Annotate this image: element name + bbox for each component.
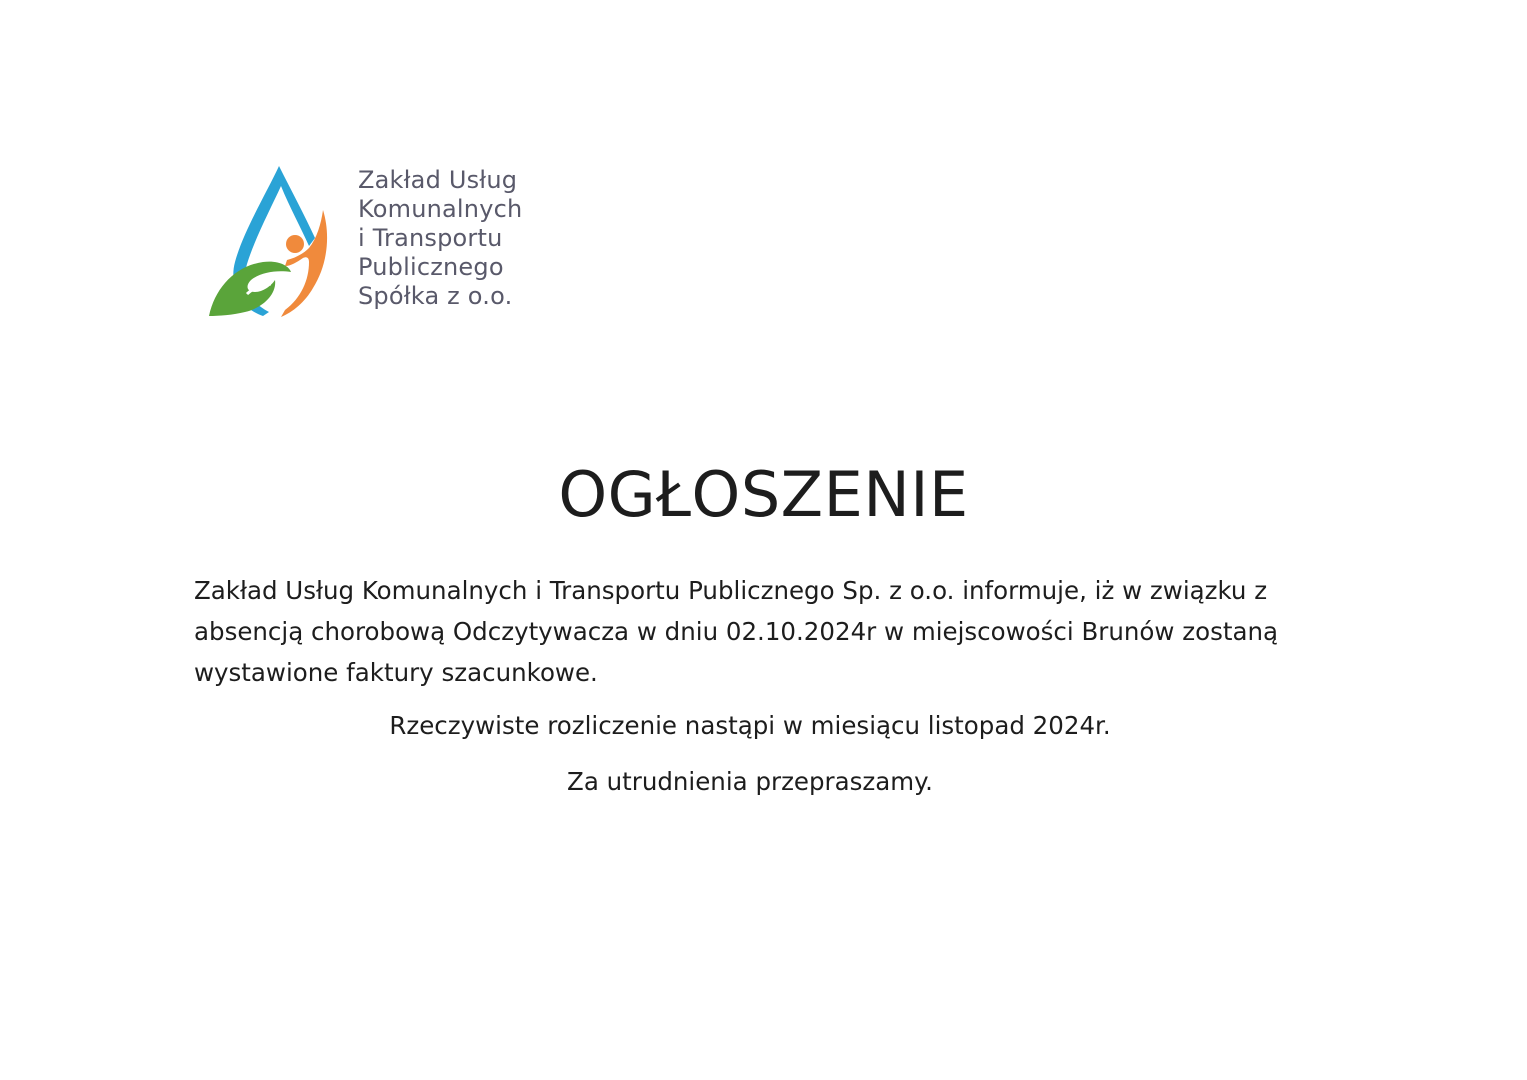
logo-line: i Transportu xyxy=(358,224,503,252)
announcement-title: OGŁOSZENIE xyxy=(558,458,969,531)
logo-wordmark xyxy=(358,166,522,311)
apology-note: Za utrudnienia przepraszamy. xyxy=(567,767,933,796)
settlement-note: Rzeczywiste rozliczenie nastąpi w miesiącu listopad 2024r. xyxy=(389,711,1111,740)
logo-line: Publicznego xyxy=(358,253,504,281)
announcement-paragraph: Zakład Usług Komunalnych i Transportu Publicznego Sp. z o.o. informuje, iż w związku z absencją chorobową Odczytywacza w dniu 02.10.2024r w miejscowości Brunów zostaną wystawione faktury szacunkowe. xyxy=(194,576,1279,687)
water-drop-person-leaf-icon xyxy=(205,162,335,322)
logo-line: Komunalnych xyxy=(358,195,523,223)
company-logo xyxy=(205,160,565,325)
logo-line: Spółka z o.o. xyxy=(358,282,513,310)
logo-line: Zakład Usług xyxy=(358,166,518,194)
